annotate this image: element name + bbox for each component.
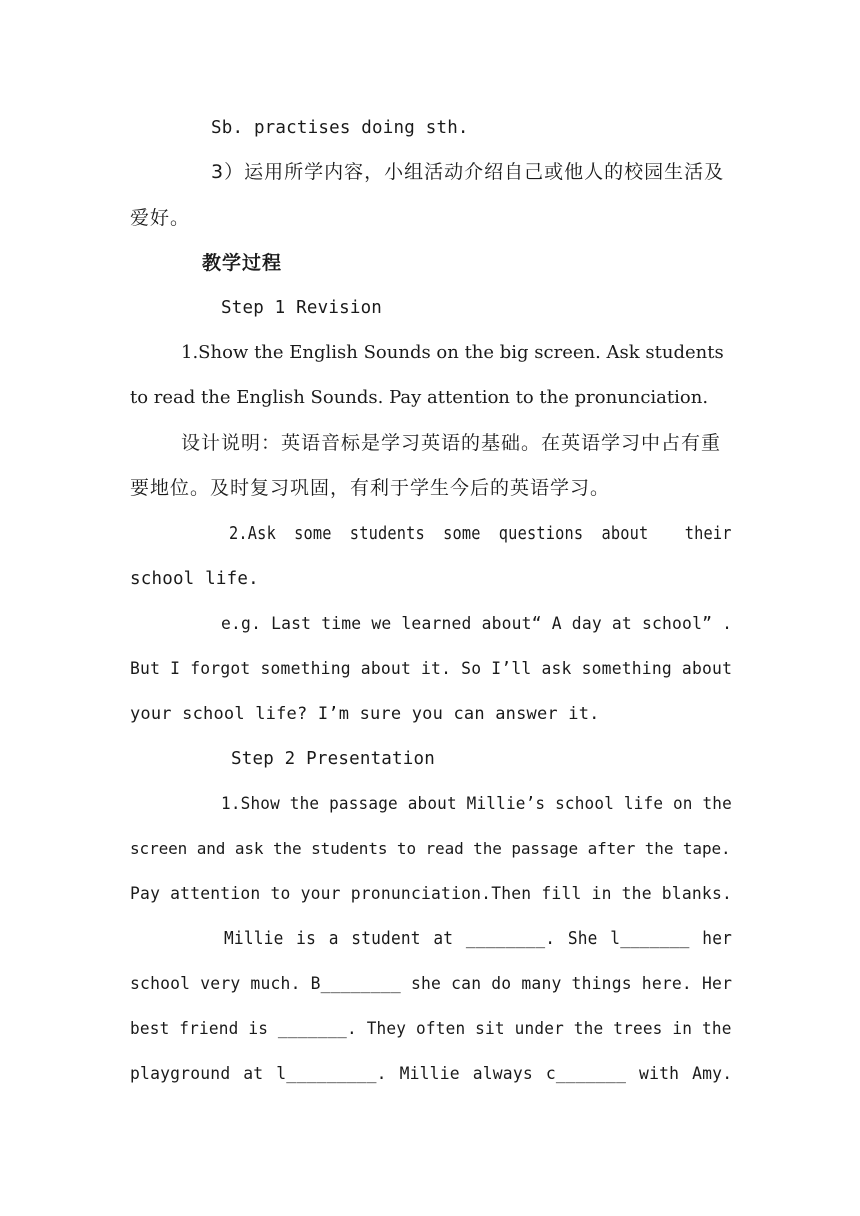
text-line: your school life? I’m sure you can answer it. [130,704,600,724]
text-line: 1.Show the English Sounds on the big screen. Ask students [181,342,724,363]
text-line: e.g. Last time we learned about“ A day at school” . [221,614,733,634]
text-line: screen and ask the students to read the passage after the tape. [130,839,731,858]
text-line: Sb. practises doing sth. [211,118,469,138]
text-line: 1.Show the passage about Millie’s school life on the [221,794,732,813]
text-line: 爱好。 [130,207,191,229]
text-line: But I forgot something about it. So I’ll ask something about [130,659,733,679]
section-heading: 教学过程 [202,252,283,274]
text-line: school life. [130,569,259,589]
text-line: Millie is a student at ________. She l_______ her [224,929,733,949]
text-line: 3）运用所学内容，小组活动介绍自己或他人的校园生活及 [211,161,725,183]
text-line: playground at l_________. Millie always c_______ with Amy. [130,1064,733,1084]
text-line: Pay attention to your pronunciation.Then fill in the blanks. [130,884,733,903]
step-heading: Step 1 Revision [221,298,383,318]
text-line: school very much. B________ she can do many things here. Her [130,974,733,994]
text-line: 要地位。及时复习巩固，有利于学生今后的英语学习。 [130,477,611,499]
text-line: 2.Ask some students some questions about their [229,524,732,544]
step-heading: Step 2 Presentation [231,749,435,769]
text-line: best friend is _______. They often sit under the trees in the [130,1019,732,1039]
text-line: to read the English Sounds. Pay attention to the pronunciation. [130,387,709,408]
text-line: 设计说明：英语音标是学习英语的基础。在英语学习中占有重 [181,432,722,454]
